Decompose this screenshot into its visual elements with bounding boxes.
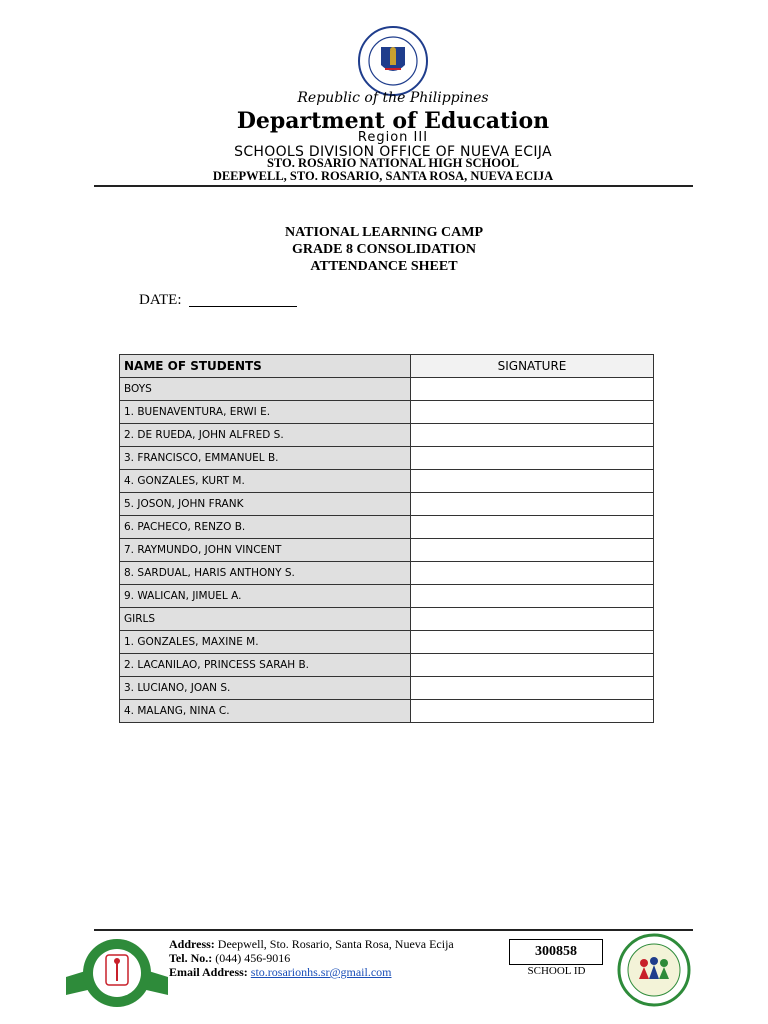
signature-cell[interactable]	[411, 401, 654, 424]
table-row	[120, 677, 654, 700]
signature-cell[interactable]	[411, 608, 654, 631]
email-link[interactable]: sto.rosarionhs.sr@gmail.com	[250, 965, 392, 979]
student-name-cell: GIRLS	[120, 608, 411, 631]
student-name-cell: BOYS	[120, 378, 411, 401]
student-name-cell: 1. GONZALES, MAXINE M.	[120, 631, 411, 654]
tel-value: (044) 456-9016	[215, 951, 291, 965]
student-name-cell: 1. BUENAVENTURA, ERWI E.	[120, 401, 411, 424]
column-header-signature: SIGNATURE	[411, 355, 654, 378]
student-name-cell: 5. JOSON, JOHN FRANK	[120, 493, 411, 516]
attendance-rows	[120, 378, 654, 723]
address-label: Address:	[169, 937, 215, 951]
address-line	[169, 937, 454, 951]
date-blank-line[interactable]	[189, 306, 297, 307]
column-header-name: NAME OF STUDENTS	[120, 355, 411, 378]
table-row	[120, 516, 654, 539]
email-line	[169, 965, 454, 979]
table-row	[120, 401, 654, 424]
student-name-cell: 8. SARDUAL, HARIS ANTHONY S.	[120, 562, 411, 585]
student-name-cell: 7. RAYMUNDO, JOHN VINCENT	[120, 539, 411, 562]
table-row	[120, 539, 654, 562]
signature-cell[interactable]	[411, 470, 654, 493]
signature-cell[interactable]	[411, 585, 654, 608]
title-line-1: NATIONAL LEARNING CAMP	[284, 225, 484, 240]
school-id-value: 300858	[509, 939, 603, 965]
child-friendly-school-logo	[617, 933, 691, 1007]
deped-seal-logo	[357, 25, 429, 97]
title-line-2: GRADE 8 CONSOLIDATION	[291, 242, 477, 257]
table-row	[120, 470, 654, 493]
table-row	[120, 424, 654, 447]
signature-cell[interactable]	[411, 677, 654, 700]
table-row	[120, 631, 654, 654]
signature-cell[interactable]	[411, 424, 654, 447]
title-line-3: ATTENDANCE SHEET	[310, 259, 458, 274]
signature-cell[interactable]	[411, 700, 654, 723]
school-address: DEEPWELL, STO. ROSARIO, SANTA ROSA, NUEVA ECIJA	[212, 169, 554, 183]
table-row	[120, 654, 654, 677]
table-row	[120, 700, 654, 723]
table-row	[120, 493, 654, 516]
attendance-table	[119, 354, 654, 723]
table-row	[120, 447, 654, 470]
address-value: Deepwell, Sto. Rosario, Santa Rosa, Nueva Ecija	[217, 937, 454, 951]
student-name-cell: 3. LUCIANO, JOAN S.	[120, 677, 411, 700]
department-heading: Department of Education	[236, 108, 550, 134]
student-name-cell: 2. LACANILAO, PRINCESS SARAH B.	[120, 654, 411, 677]
table-row	[120, 585, 654, 608]
table-header-row	[120, 355, 654, 378]
signature-cell[interactable]	[411, 378, 654, 401]
signature-cell[interactable]	[411, 562, 654, 585]
footer-contact	[169, 937, 454, 979]
signature-cell[interactable]	[411, 654, 654, 677]
student-name-cell: 6. PACHECO, RENZO B.	[120, 516, 411, 539]
student-name-cell: 4. GONZALES, KURT M.	[120, 470, 411, 493]
division-heading: SCHOOLS DIVISION OFFICE OF NUEVA ECIJA	[234, 144, 552, 160]
table-row	[120, 608, 654, 631]
student-name-cell: 3. FRANCISCO, EMMANUEL B.	[120, 447, 411, 470]
school-id-label: SCHOOL ID	[527, 965, 586, 977]
signature-cell[interactable]	[411, 516, 654, 539]
student-name-cell: 2. DE RUEDA, JOHN ALFRED S.	[120, 424, 411, 447]
signature-cell[interactable]	[411, 493, 654, 516]
signature-cell[interactable]	[411, 539, 654, 562]
email-label: Email Address:	[169, 965, 248, 979]
region-heading: Region III	[357, 130, 429, 145]
school-name: STO. ROSARIO NATIONAL HIGH SCHOOL	[266, 156, 520, 170]
republic-heading: Republic of the Philippines	[297, 90, 489, 106]
footer-divider	[94, 929, 693, 931]
student-name-cell: 4. MALANG, NINA C.	[120, 700, 411, 723]
signature-cell[interactable]	[411, 447, 654, 470]
signature-cell[interactable]	[411, 631, 654, 654]
table-row	[120, 378, 654, 401]
header-divider	[94, 185, 693, 187]
tel-line	[169, 951, 454, 965]
student-name-cell: 9. WALICAN, JIMUEL A.	[120, 585, 411, 608]
school-logo	[62, 937, 172, 1009]
tel-label: Tel. No.:	[169, 951, 213, 965]
table-row	[120, 562, 654, 585]
date-label: DATE:	[139, 292, 182, 308]
